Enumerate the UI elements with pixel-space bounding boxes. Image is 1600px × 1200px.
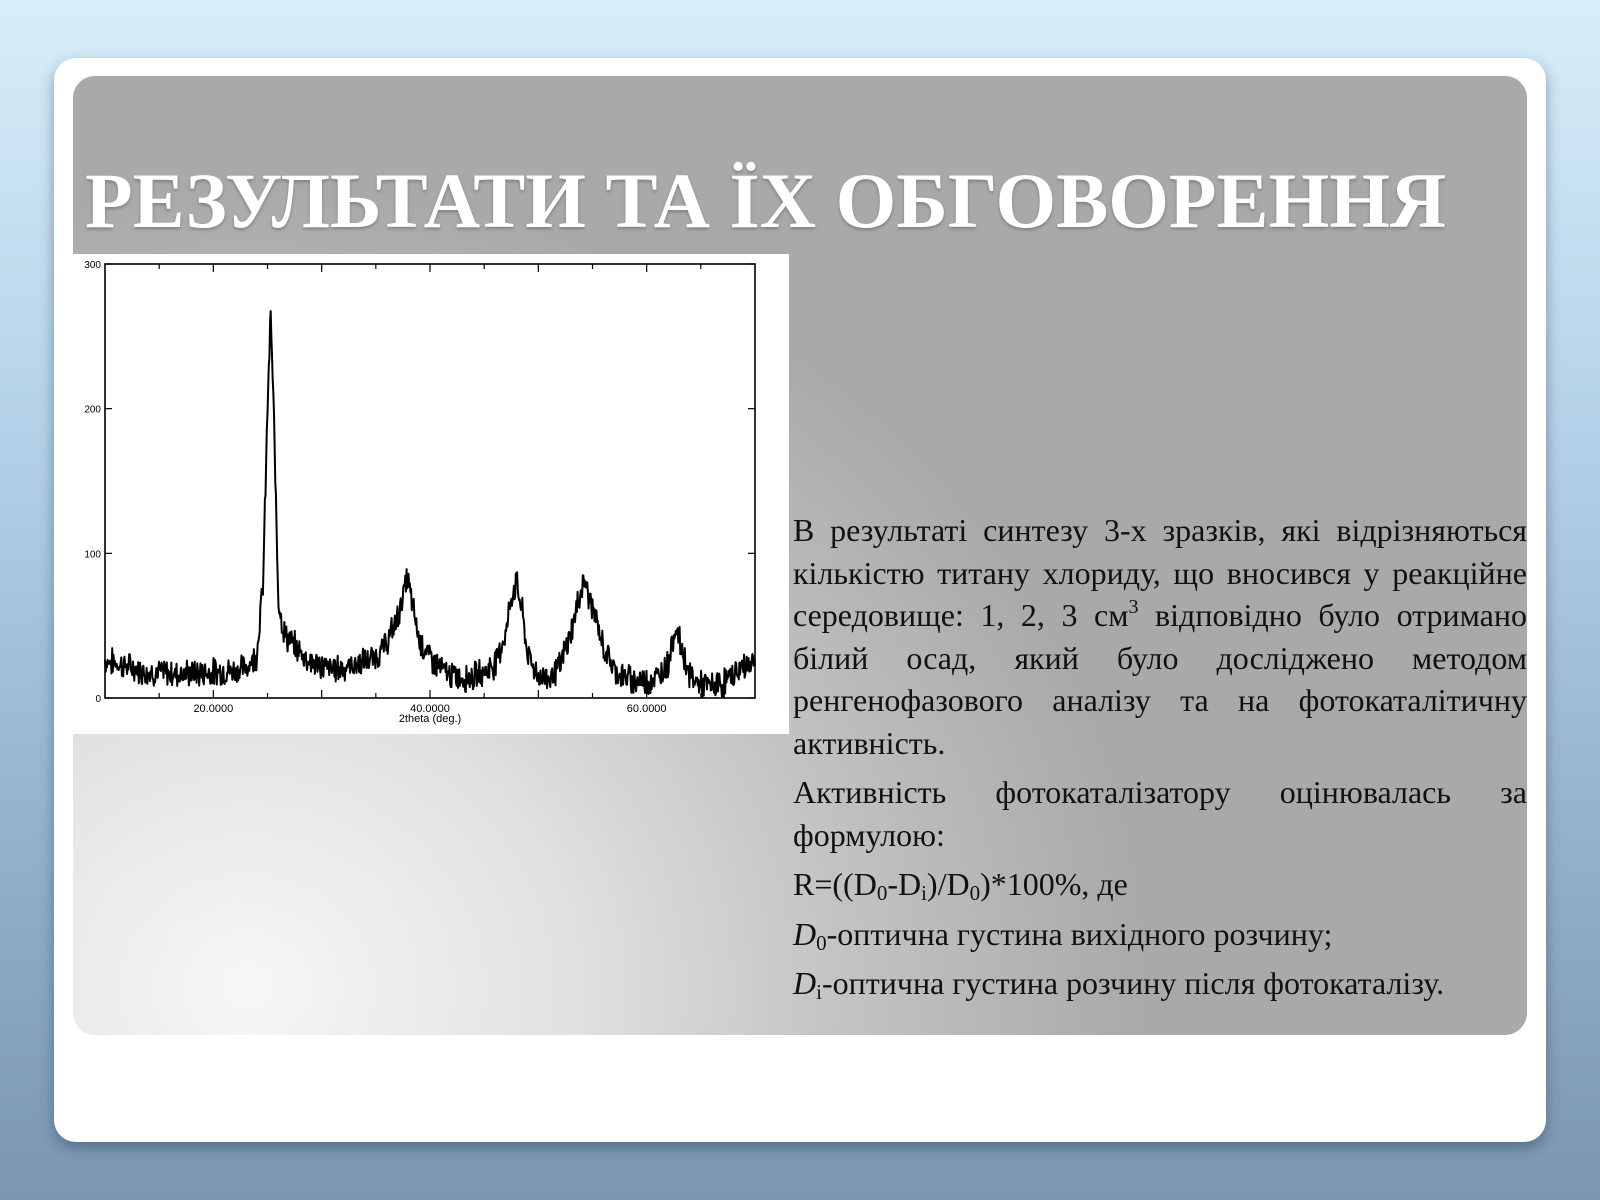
definition-di	[793, 962, 1527, 1005]
cm3-superscript: 3	[1128, 596, 1139, 618]
formula-part-a: R=((D	[793, 866, 877, 902]
d0-subscript: 0	[816, 930, 827, 955]
formula-part-c: )/D	[926, 866, 970, 902]
y-tick-label: 300	[84, 260, 101, 271]
slide-title: РЕЗУЛЬТАТИ ТА ЇХ ОБГОВОРЕННЯ	[85, 157, 1447, 244]
paragraph-synthesis-part2: відповідно було отримано білий осад, який було досліджено методом ренгенофазового аналізу та на фотокаталітичну активність.	[793, 597, 1527, 761]
formula-part-b: -D	[887, 866, 922, 902]
xrd-chart	[73, 254, 789, 734]
plot-frame	[105, 264, 755, 698]
y-tick-label: 0	[95, 694, 101, 705]
d0-description: -оптична густина вихідного розчину;	[826, 915, 1333, 952]
definition-d0	[793, 913, 1527, 956]
x-tick-label: 60.0000	[626, 703, 667, 715]
formula-sub-0b: 0	[969, 881, 981, 905]
paragraph-synthesis	[793, 509, 1527, 764]
formula-part-d: )*100%, де	[980, 866, 1128, 902]
y-tick-label: 200	[84, 404, 101, 416]
y-tick-label: 100	[84, 549, 101, 561]
di-symbol: D	[793, 965, 817, 1001]
di-description: -оптична густина розчину після фотокаталізу.	[821, 965, 1445, 1001]
formula-line	[793, 863, 1527, 906]
xrd-chart-svg	[73, 254, 789, 734]
d0-symbol: D	[793, 915, 817, 952]
slide-panel	[73, 76, 1527, 1035]
xrd-series-line	[105, 311, 755, 696]
formula-sub-0a: 0	[876, 881, 888, 905]
di-subscript: i	[816, 980, 822, 1004]
body-text	[793, 509, 1527, 1012]
x-axis-label: 2theta (deg.)	[398, 713, 462, 725]
x-tick-label: 40.0000	[410, 703, 450, 715]
formula-sub-i: i	[921, 881, 927, 905]
paragraph-synthesis-part1: В результаті синтезу 3-х зразків, які відрізняються кількістю титану хлориду, що вносився у реакційне середовище: 1, 2, 3 см	[793, 512, 1527, 633]
x-tick-label: 20.0000	[193, 703, 234, 715]
paragraph-activity: Активність фотокаталізатору оцінювалась за формулою:	[793, 774, 1527, 853]
